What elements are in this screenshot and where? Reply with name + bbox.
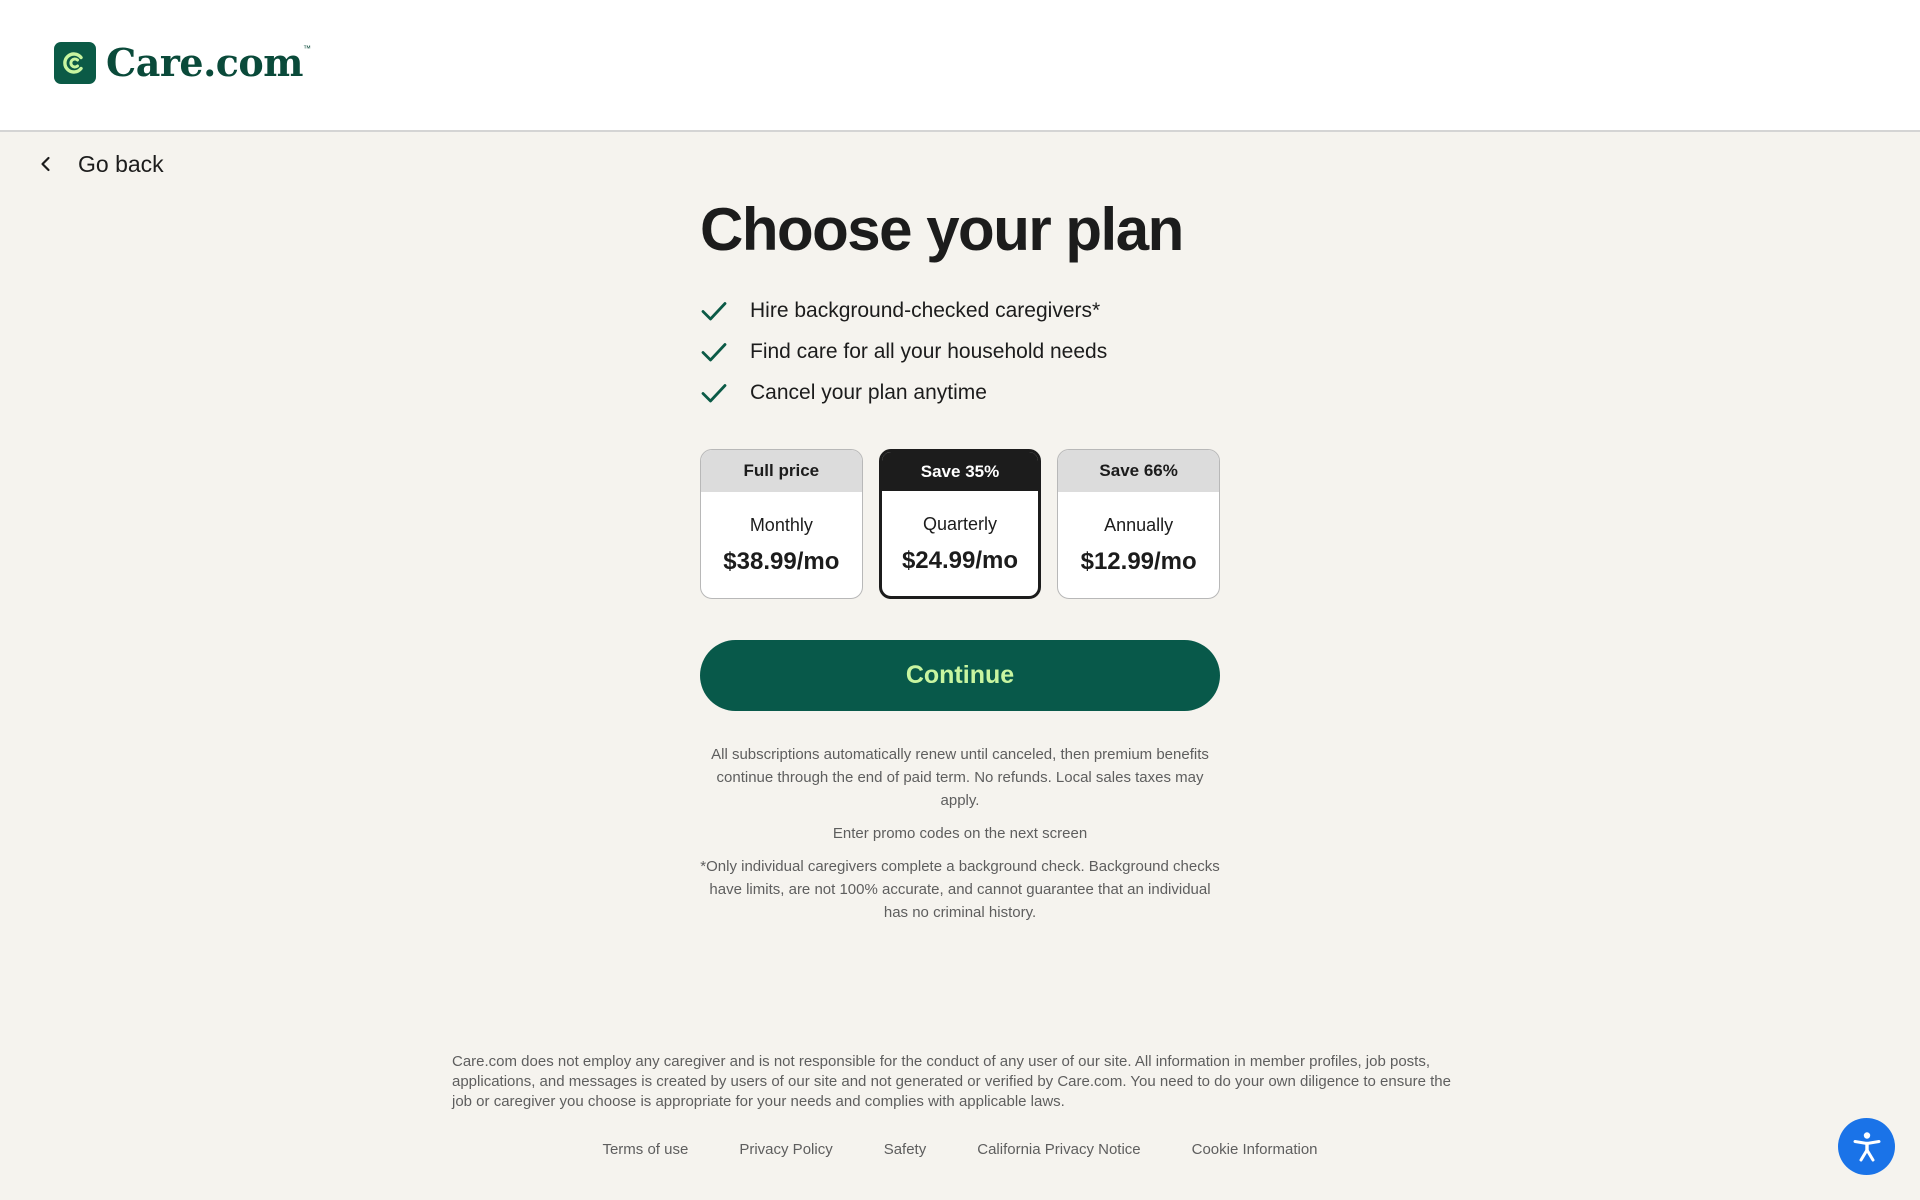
accessibility-icon bbox=[1849, 1129, 1885, 1165]
plan-badge: Full price bbox=[701, 450, 862, 492]
fine-print bbox=[700, 743, 1220, 924]
footer-disclaimer: Care.com does not employ any caregiver and is not responsible for the conduct of any user of our site. All information in member profiles, job posts, applications, and messages is created by users of our site and not generated or verified by Care.com. You need to do your own diligence to ensure the job or caregiver you choose is appropriate for your needs and complies with applicable laws. bbox=[452, 1053, 1451, 1110]
plan-card-quarterly[interactable] bbox=[879, 449, 1042, 599]
feature-text: Cancel your plan anytime bbox=[750, 380, 987, 404]
go-back-label: Go back bbox=[78, 150, 164, 177]
footer-link-cookies[interactable]: Cookie Information bbox=[1191, 1141, 1318, 1158]
plan-badge: Save 35% bbox=[882, 452, 1039, 491]
logo-trademark: ™ bbox=[302, 44, 311, 53]
footer-links bbox=[0, 1141, 1920, 1158]
care-logo[interactable] bbox=[54, 40, 311, 85]
chevron-left-icon bbox=[36, 154, 56, 174]
renewal-notice: All subscriptions automatically renew until canceled, then premium benefits continue through the end of paid term. No refunds. Local sales taxes may apply. bbox=[711, 746, 1209, 809]
plan-options bbox=[700, 449, 1220, 599]
footer-link-privacy[interactable]: Privacy Policy bbox=[739, 1141, 833, 1158]
checkmark-icon bbox=[700, 338, 728, 366]
checkmark-icon bbox=[700, 297, 728, 325]
checkmark-icon bbox=[700, 379, 728, 407]
plan-card-annually[interactable] bbox=[1057, 449, 1220, 599]
feature-item bbox=[700, 290, 1220, 331]
plan-period: Quarterly bbox=[922, 514, 997, 534]
feature-item bbox=[700, 331, 1220, 372]
page-title: Choose your plan bbox=[700, 196, 1183, 263]
feature-text: Find care for all your household needs bbox=[750, 339, 1108, 363]
plan-badge: Save 66% bbox=[1058, 450, 1219, 492]
plan-price: $24.99/mo bbox=[901, 547, 1019, 574]
logo-text: Care.com bbox=[106, 40, 303, 85]
footer-link-california-privacy[interactable]: California Privacy Notice bbox=[977, 1141, 1141, 1158]
feature-item bbox=[700, 372, 1220, 413]
plan-price: $38.99/mo bbox=[723, 548, 840, 575]
plan-price: $12.99/mo bbox=[1080, 548, 1197, 575]
plan-period: Monthly bbox=[749, 515, 813, 535]
feature-text: Hire background-checked caregivers* bbox=[750, 298, 1101, 322]
site-header bbox=[0, 0, 1920, 132]
background-check-notice: *Only individual caregivers complete a background check. Background checks have limits, are not 100% accurate, and cannot guarantee that an individual has no criminal history. bbox=[700, 858, 1220, 921]
promo-code-notice: Enter promo codes on the next screen bbox=[832, 825, 1088, 842]
continue-button[interactable]: Continue bbox=[700, 640, 1220, 711]
footer-link-terms[interactable]: Terms of use bbox=[602, 1141, 689, 1158]
plan-period: Annually bbox=[1104, 515, 1174, 535]
plan-card-monthly[interactable] bbox=[700, 449, 863, 599]
go-back-link[interactable] bbox=[36, 148, 164, 180]
care-logo-icon bbox=[54, 42, 96, 84]
accessibility-button[interactable] bbox=[1838, 1118, 1895, 1175]
plan-selection bbox=[700, 190, 1220, 934]
footer-link-safety[interactable]: Safety bbox=[883, 1141, 927, 1158]
feature-list bbox=[700, 290, 1220, 413]
